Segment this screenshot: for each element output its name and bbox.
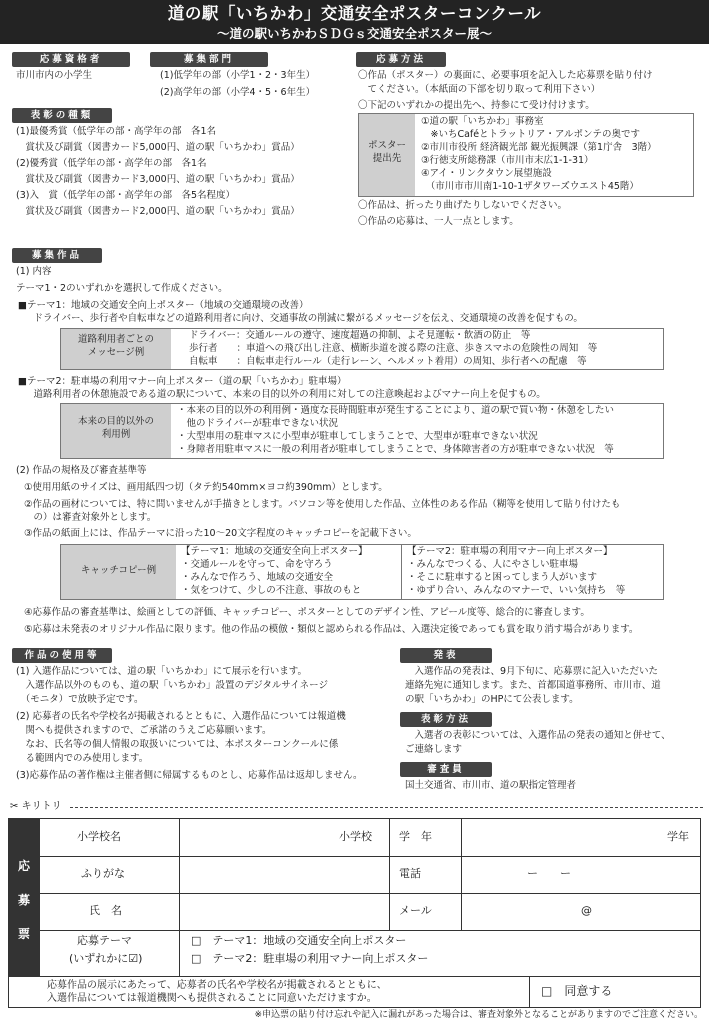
usage-line: る範囲内でのみ使用します。 [16, 753, 149, 764]
judges-label: 審査員 [400, 762, 492, 777]
grade-suffix: 学年 [667, 830, 689, 843]
theme2-example-line: ・身障者用駐車マスに一般の利用者が駐車してしまうことで、身体障害者の方が駐車できない状況 等 [177, 444, 614, 455]
application-form [8, 818, 701, 1008]
award-line: (2)優秀賞（低学年の部・高学年の部 各1名 [16, 158, 207, 169]
school-label: 小学校名 [77, 830, 121, 843]
page-subtitle: ～道の駅いちかわＳＤＧｓ交通安全ポスター展～ [216, 25, 492, 41]
criteria-line: ⑤応募は未発表のオリジナル作品に限ります。他の作品の模倣・類似と認められる作品は、入選決定後であっても賞を取り消す場合があります。 [24, 624, 639, 635]
destination-line: ※いちCaféとトラットリア・アルポンテの奥です [421, 129, 641, 140]
email-label: メール [399, 904, 432, 917]
criteria-line: ④応募作品の審査基準は、絵画としての評価、キャッチコピー、ポスターとしてのデザイン性、アピール度等、総合的に審査します。 [24, 607, 590, 618]
theme1-heading: ■テーマ1：地域の交通安全向上ポスター（地域の交通環境の改善） [18, 300, 309, 311]
grade-input[interactable] [467, 823, 647, 853]
usage-line: なお、氏名等の個人情報の取扱いについては、本ポスターコンクールに係 [16, 739, 339, 750]
method-line: てください。（本紙面の下部を切り取って利用下さい） [358, 84, 601, 95]
eligibility-label: 応募資格者 [12, 52, 130, 67]
email-input[interactable]: @ [581, 904, 592, 917]
catchcopy-line: ・交通ルールを守って、命を守ろう [181, 559, 333, 570]
catchcopy-line: ・気をつけて、少しの不注意、事故のもと [181, 585, 362, 596]
theme1-checkbox[interactable]: □ テーマ1：地域の交通安全向上ポスター [191, 934, 407, 947]
consent-checkbox[interactable]: □ 同意する [541, 984, 613, 998]
form-row-line [39, 930, 700, 931]
theme-label: 応募テーマ [77, 934, 132, 947]
divisions-label: 募集部門 [150, 52, 268, 67]
catchcopy-divider [401, 545, 402, 599]
works-label: 募集作品 [12, 248, 102, 263]
form-col-line [39, 819, 40, 976]
page-title: 道の駅「いちかわ」交通安全ポスターコンクール [167, 4, 542, 23]
destination-line: ③行徳支所総務課（市川市末広1-1-31） [421, 155, 594, 166]
eligibility-text: 市川市内の小学生 [16, 70, 93, 81]
award-line: 賞状及び副賞（図書カード3,000円、道の駅「いちかわ」賞品） [16, 174, 300, 185]
usage-line: (3)応募作品の著作権は主催者側に帰属するものとし、応募作品は返却しません。 [16, 770, 363, 781]
usage-line: 関へも提供されますので、ご承諾のうえご応募願います。 [16, 725, 272, 736]
form-col-line [179, 819, 180, 976]
announce-line: 入選作品の発表は、9月下旬に、応募票に記入いただいた [405, 666, 659, 677]
award-line: 賞状及び副賞（図書カード2,000円、道の駅「いちかわ」賞品） [16, 206, 300, 217]
spec-line: ②作品の画材については、特に問いませんが手描きとします。パソコン等を使用した作品、立体性のある作品（糊等を使用して貼り付けたも [24, 499, 621, 510]
division-item: (1)低学年の部（小学1・2・3年生） [160, 70, 316, 81]
phone-input[interactable]: ー ー [527, 867, 571, 880]
cut-label [10, 800, 66, 813]
form-row-line [39, 856, 700, 857]
scissors-icon: ✂ [10, 801, 19, 812]
form-col-line [389, 819, 390, 930]
judges-text: 国土交通省、市川市、道の駅指定管理者 [405, 780, 577, 791]
phone-label: 電話 [399, 867, 421, 880]
school-suffix: 小学校 [339, 830, 372, 843]
theme2-heading: ■テーマ2：駐車場の利用マナー向上ポスター（道の駅「いちかわ」駐車場） [18, 376, 347, 387]
theme2-example-line: ・大型車用の駐車マスに小型車が駐車してしまうことで、大型車が駐車できない状況 [177, 431, 538, 442]
furigana-label: ふりがな [81, 867, 125, 880]
name-input[interactable] [185, 897, 381, 927]
name-label: 氏 名 [89, 904, 122, 917]
announce-line: 連絡先宛に通知します。また、首都国道事務所、市川市、道 [405, 680, 661, 691]
form-side-label: 応 募 票 [9, 819, 39, 976]
spec-line: ①使用用紙のサイズは、画用紙四つ切（タテ約540mm×ヨコ約390mm）とします。 [24, 482, 388, 493]
division-item: (2)高学年の部（小学4・5・6年生） [160, 87, 316, 98]
form-row-line [9, 976, 700, 977]
method-note: 〇作品は、折ったり曲げたりしないでください。 [358, 200, 568, 211]
theme1-example-line: 歩行者 ：車道への飛び出し注意、横断歩道を渡る際の注意、歩きスマホの危険性の周知 等 [189, 343, 598, 354]
theme2-example-line: ・本来の目的以外の利用例・過度な長時間駐車が発生することにより、道の駅で買い物・休憩をしたい [177, 405, 615, 416]
works-intro: テーマ1・2のいずれかを選択して作成ください。 [16, 283, 228, 294]
award-line: 賞状及び副賞（図書カード5,000円、道の駅「いちかわ」賞品） [16, 142, 300, 153]
destination-line: ④アイ・リンクタウン展望施設 [421, 168, 552, 179]
works-content-heading: (1) 内容 [16, 266, 52, 277]
catchcopy-line: ・みんなで作ろう、地域の交通安全 [181, 572, 334, 583]
method-line: 〇下記のいずれかの提出先へ、持参にて受け付けます。 [358, 100, 595, 111]
theme2-desc: 道路利用者の休憩施設である道の駅について、本来の目的以外の利用に対しての注意喚起およびマナー向上を促すもの。 [24, 389, 546, 400]
theme1-example-line: 自転車 ：自転車走行ルール（走行レーン、ヘルメット着用）の周知、歩行者への配慮 等 [189, 356, 587, 367]
theme2-example-line: 他のドライバーが駐車できない状況 [177, 418, 339, 429]
theme1-example-box [60, 328, 664, 370]
destination-line: ②市川市役所 経済観光部 観光振興課（第1庁舎 3階） [421, 142, 657, 153]
cut-line [0, 800, 709, 814]
ceremony-line: 入選者の表彰については、入選作品の発表の通知と併せて、 [405, 730, 671, 741]
usage-line: (2) 応募者の氏名や学校名が掲載されるとともに、入選作品については報道機 [16, 711, 346, 722]
header-banner [0, 0, 709, 44]
theme2-example-box [60, 403, 664, 459]
theme1-desc: ドライバー、歩行者や自転車などの道路利用者に向け、交通事故の削減に繋がるメッセージを伝え、交通環境の改善を促すもの。 [24, 313, 583, 324]
catchcopy-line: ・みんなでつくる、人にやさしい駐車場 [407, 559, 579, 570]
catchcopy-label: キャッチコピー例 [61, 545, 176, 599]
form-col-line [461, 819, 462, 930]
destination-box-label: ポスター 提出先 [359, 114, 415, 196]
theme1-example-line: ドライバー：交通ルールの遵守、速度超過の抑制、よそ見運転・飲酒の防止 等 [189, 330, 531, 341]
theme2-checkbox[interactable]: □ テーマ2：駐車場の利用マナー向上ポスター [191, 952, 429, 965]
footer-note: ※申込票の貼り付け忘れや記入に漏れがあった場合は、審査対象外となることがありますのでご注意ください。 [254, 1010, 703, 1020]
cut-label-text: キリトリ [21, 801, 62, 812]
theme1-example-label: 道路利用者ごとの メッセージ例 [61, 329, 171, 369]
usage-line: (1) 入選作品については、道の駅「いちかわ」にて展示を行います。 [16, 666, 308, 677]
method-line: 〇作品（ポスター）の裏面に、必要事項を記入した応募票を貼り付け [358, 70, 653, 81]
usage-line: （モニタ）で放映予定です。 [16, 694, 144, 705]
ceremony-label: 表彰方法 [400, 712, 492, 727]
awards-label: 表彰の種類 [12, 108, 112, 123]
destination-line: （市川市市川南1-10-1ザタワーズウエスト45階） [421, 181, 639, 192]
catchcopy-box [60, 544, 664, 600]
catchcopy-line: 【テーマ2：駐車場の利用マナー向上ポスター】 [407, 546, 613, 557]
consent-text: 応募作品の展示にあたって、応募者の氏名や学校名が掲載されるとともに、 [47, 980, 387, 991]
cut-dashed-line [70, 807, 703, 808]
announce-label: 発表 [400, 648, 492, 663]
spec-line: ③作品の紙面上には、作品テーマに沿った10～20文字程度のキャッチコピーを記載下さい。 [24, 528, 417, 539]
theme-label-hint: (いずれかに☑) [69, 952, 143, 965]
grade-label: 学 年 [399, 830, 432, 843]
destination-box [358, 113, 694, 197]
consent-text: 入選作品については報道機関へも提供されることに同意いただけますか。 [47, 993, 377, 1004]
announce-line: の駅「いちかわ」のHPにて公表します。 [405, 694, 579, 705]
destination-line: ①道の駅「いちかわ」事務室 [421, 116, 544, 127]
furigana-input[interactable] [185, 860, 381, 890]
ceremony-line: ご連絡します [405, 744, 463, 755]
spec-heading: (2) 作品の規格及び審査基準等 [16, 465, 147, 476]
catchcopy-line: 【テーマ1：地域の交通安全向上ポスター】 [181, 546, 368, 557]
spec-line: の）は審査対象外とします。 [24, 512, 157, 523]
theme2-example-label: 本来の目的以外の 利用例 [61, 404, 171, 458]
usage-label: 作品の使用等 [12, 648, 112, 663]
usage-line: 入選作品以外のものも、道の駅「いちかわ」設置のデジタルサイネージ [16, 680, 328, 691]
catchcopy-line: ・そこに駐車すると困ってしまう人がいます [407, 572, 598, 583]
method-note: 〇作品の応募は、一人一点とします。 [358, 216, 519, 227]
form-col-line [529, 976, 530, 1007]
award-line: (1)最優秀賞（低学年の部・高学年の部 各1名 [16, 126, 217, 137]
award-line: (3)入 賞（低学年の部・高学年の部 各5名程度） [16, 190, 236, 201]
catchcopy-line: ・ゆずり合い、みんなのマナーで、いい気持ち 等 [407, 585, 626, 596]
method-label: 応募方法 [356, 52, 446, 67]
form-row-line [39, 893, 700, 894]
